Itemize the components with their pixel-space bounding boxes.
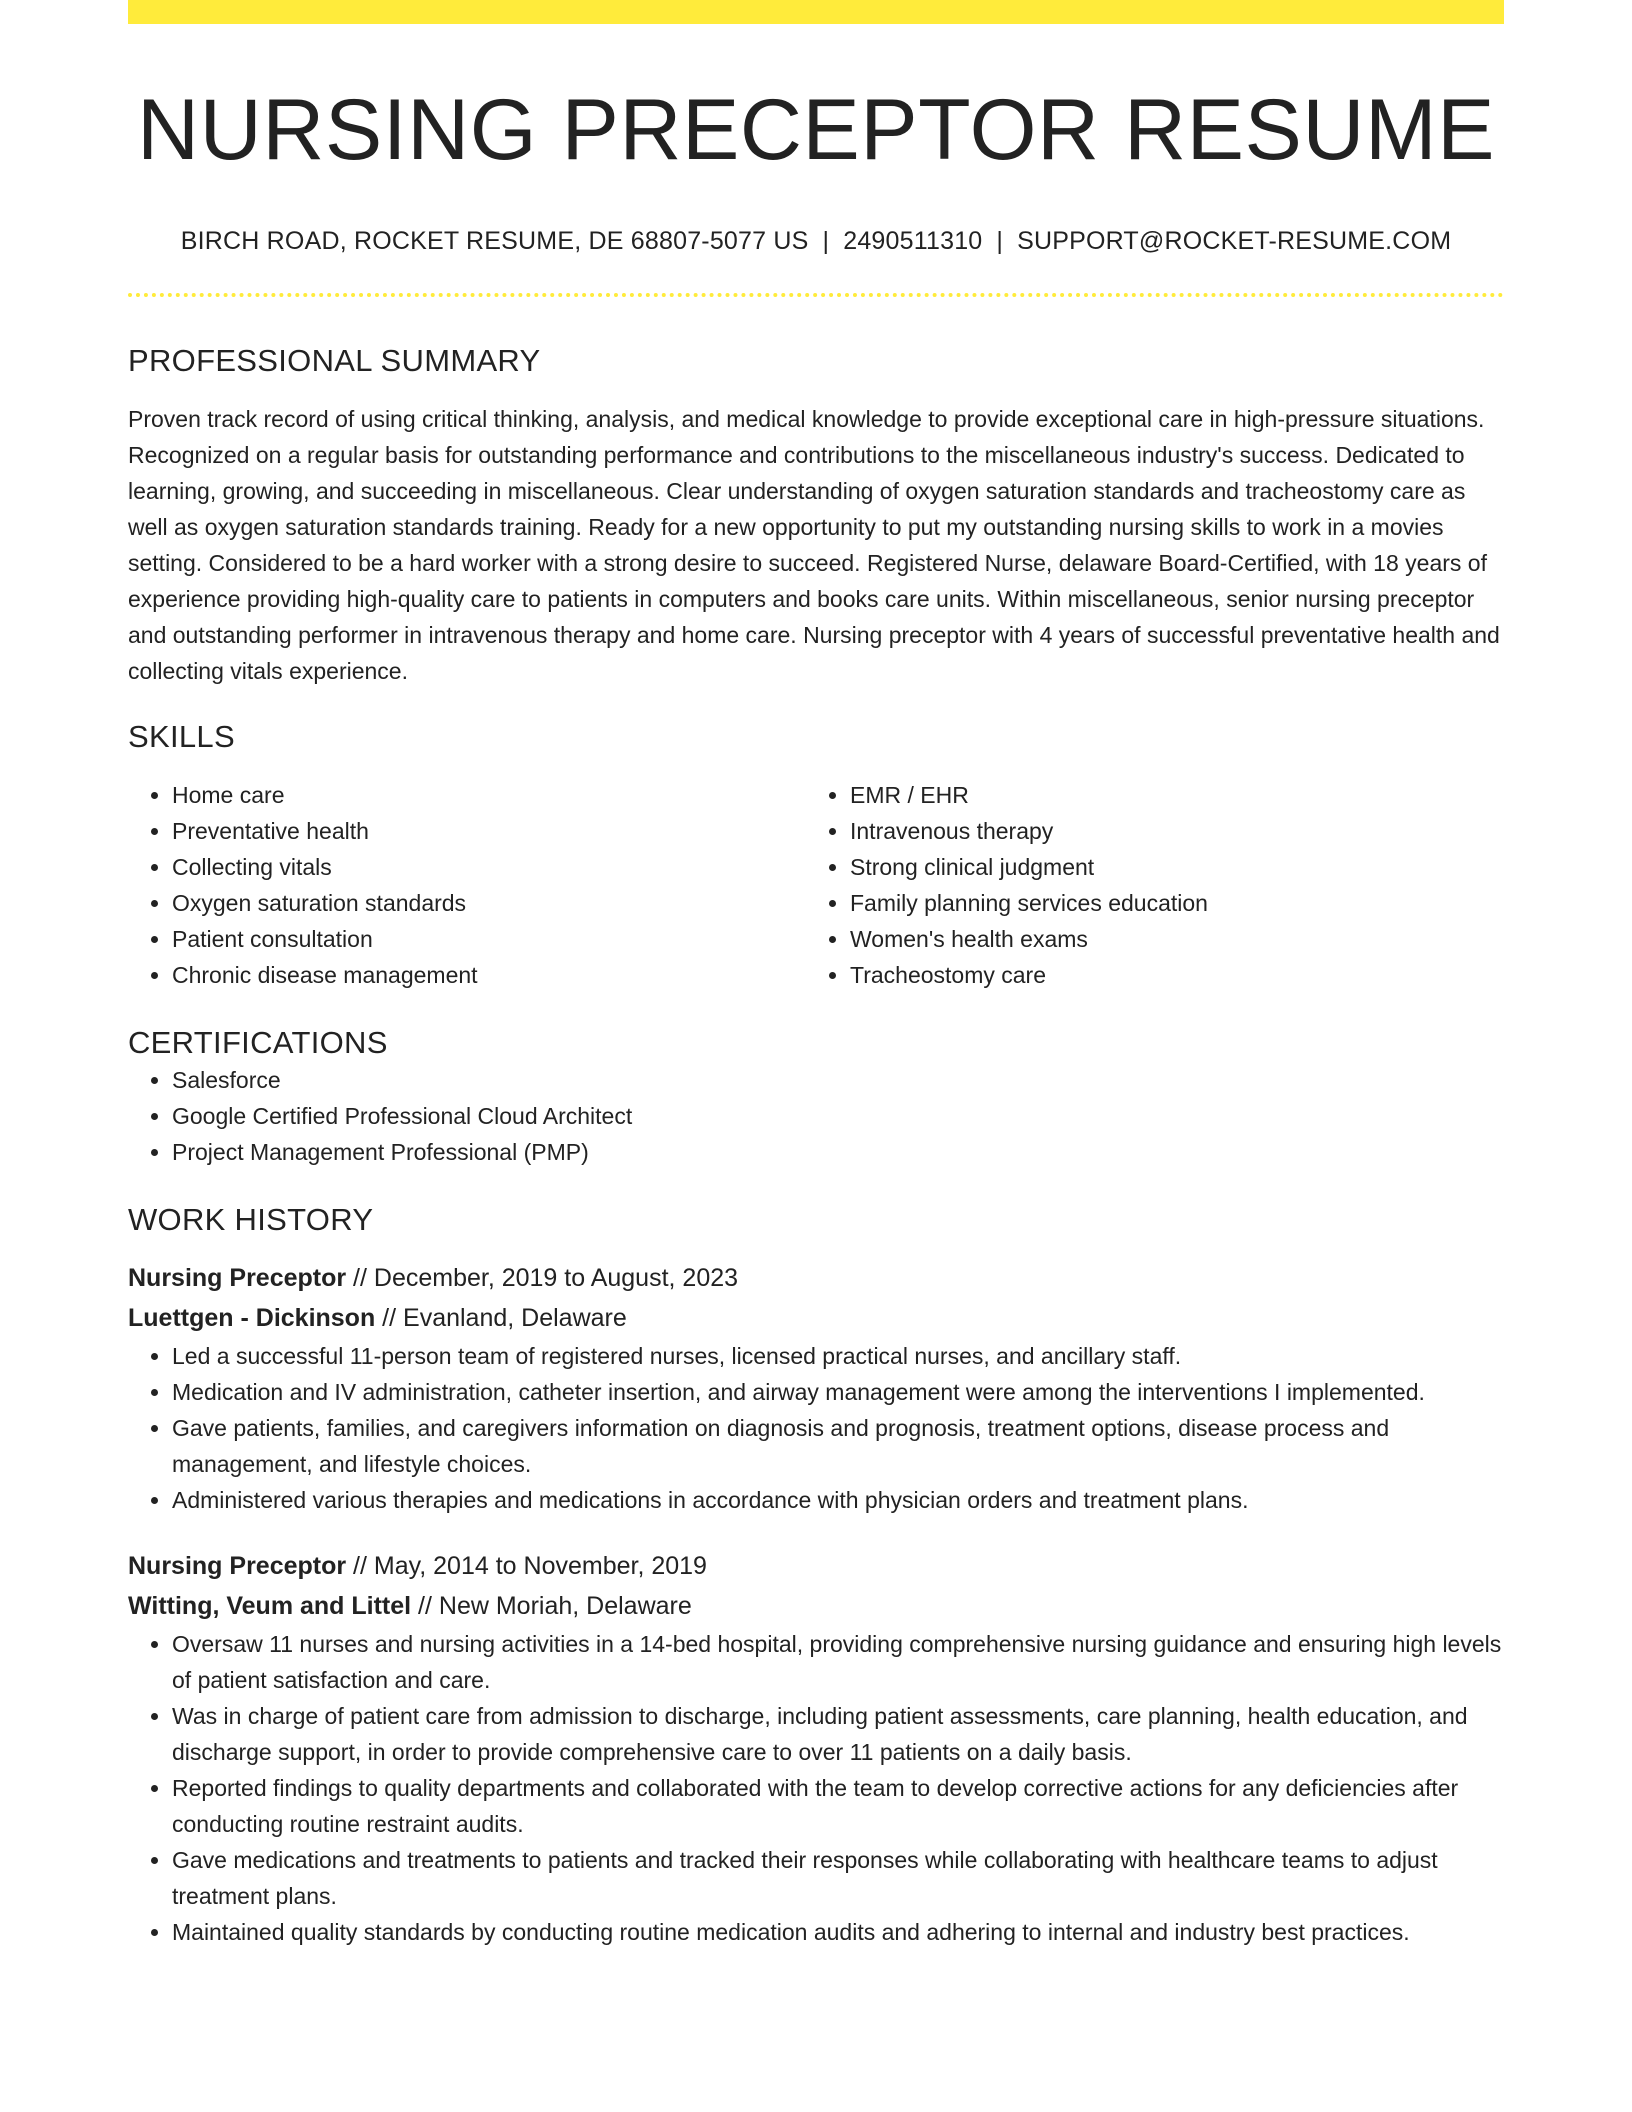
- job-entry: [128, 1546, 1504, 1950]
- skills-column-left: [128, 777, 806, 993]
- job-duty: • Gave medications and treatments to patients and tracked their responses while collaborating with healthcare teams to adjust treatment plans.: [172, 1842, 1504, 1914]
- certifications-list: [128, 1062, 1504, 1170]
- accent-bar: [128, 0, 1504, 24]
- contact-line: [128, 225, 1504, 258]
- email: SUPPORT@ROCKET-RESUME.COM: [1017, 226, 1452, 255]
- job-role-line: [128, 1546, 1504, 1586]
- skill-item: • Collecting vitals: [172, 849, 806, 885]
- address: BIRCH ROAD, ROCKET RESUME, DE 68807-5077 US: [180, 226, 809, 255]
- job-company-line: [128, 1298, 1504, 1338]
- skills-grid: [128, 777, 1504, 993]
- job-duty: • Maintained quality standards by conducting routine medication audits and adhering to internal and industry best practices.: [172, 1914, 1504, 1950]
- job-duty: • Oversaw 11 nurses and nursing activities in a 14-bed hospital, providing comprehensive nursing guidance and ensuring high levels of patient satisfaction and care.: [172, 1626, 1504, 1698]
- job-company-line: [128, 1586, 1504, 1626]
- job-duties-list: [128, 1338, 1504, 1518]
- resume-page: [128, 0, 1504, 1950]
- skill-item: • Chronic disease management: [172, 957, 806, 993]
- certifications-heading: CERTIFICATIONS: [128, 1025, 388, 1061]
- job-role-line: [128, 1258, 1504, 1298]
- skills-list-left: [128, 777, 806, 993]
- dotted-divider: [128, 293, 1504, 297]
- job-company: Luettgen - Dickinson: [128, 1303, 376, 1332]
- skill-item: • Family planning services education: [850, 885, 1484, 921]
- job-entry: [128, 1258, 1504, 1518]
- skill-item: • Tracheostomy care: [850, 957, 1484, 993]
- job-duty: • Administered various therapies and medications in accordance with physician orders and treatment plans.: [172, 1482, 1504, 1518]
- skill-item: • Strong clinical judgment: [850, 849, 1484, 885]
- separator: |: [822, 226, 830, 255]
- skill-item: • Intravenous therapy: [850, 813, 1484, 849]
- job-role: Nursing Preceptor: [128, 1551, 347, 1580]
- job-location: // New Moriah, Delaware: [411, 1591, 692, 1620]
- skill-item: • Home care: [172, 777, 806, 813]
- job-duty: • Was in charge of patient care from admission to discharge, including patient assessments, care planning, health education, and discharge support, in order to provide comprehensive care to over 11 patients on a daily basis.: [172, 1698, 1504, 1770]
- certification-item: • Google Certified Professional Cloud Architect: [172, 1098, 1504, 1134]
- summary-heading: PROFESSIONAL SUMMARY: [128, 343, 541, 379]
- job-role: Nursing Preceptor: [128, 1263, 347, 1292]
- skills-column-right: [806, 777, 1484, 993]
- skill-item: • Patient consultation: [172, 921, 806, 957]
- skill-item: • Women's health exams: [850, 921, 1484, 957]
- certification-item: • Project Management Professional (PMP): [172, 1134, 1504, 1170]
- job-duty: • Medication and IV administration, catheter insertion, and airway management were among the interventions I implemented.: [172, 1374, 1504, 1410]
- job-company: Witting, Veum and Littel: [128, 1591, 412, 1620]
- skill-item: • Oxygen saturation standards: [172, 885, 806, 921]
- job-dates: // May, 2014 to November, 2019: [346, 1551, 707, 1580]
- skill-item: • EMR / EHR: [850, 777, 1484, 813]
- phone: 2490511310: [843, 226, 983, 255]
- job-duty: • Gave patients, families, and caregivers information on diagnosis and prognosis, treatment options, disease process and management, and lifestyle choices.: [172, 1410, 1504, 1482]
- skills-list-right: [806, 777, 1484, 993]
- skill-item: • Preventative health: [172, 813, 806, 849]
- certification-item: • Salesforce: [172, 1062, 1504, 1098]
- job-location: // Evanland, Delaware: [375, 1303, 627, 1332]
- work-history-heading: WORK HISTORY: [128, 1201, 374, 1237]
- job-duty: • Led a successful 11-person team of registered nurses, licensed practical nurses, and ancillary staff.: [172, 1338, 1504, 1374]
- separator: |: [996, 226, 1004, 255]
- resume-title: NURSING PRECEPTOR RESUME: [137, 82, 1495, 178]
- job-dates: // December, 2019 to August, 2023: [346, 1263, 739, 1292]
- summary-text: Proven track record of using critical thinking, analysis, and medical knowledge to provide exceptional care in high-pressure situations. Recognized on a regular basis for outstanding performance and contributions to the miscellaneous industry's success. Dedicated to learning, growing, and succeeding in miscellaneous. Clear understanding of oxygen saturation standards and tracheostomy care as well as oxygen saturation standards training. Ready for a new opportunity to put my outstanding nursing skills to work in a movies setting. Considered to be a hard worker with a strong desire to succeed. Registered Nurse, delaware Board-Certified, with 18 years of experience providing high-quality care to patients in computers and books care units. Within miscellaneous, senior nursing preceptor and outstanding performer in intravenous therapy and home care. Nursing preceptor with 4 years of successful preventative health and collecting vitals experience.: [128, 406, 1500, 685]
- job-duties-list: [128, 1626, 1504, 1950]
- skills-heading: SKILLS: [128, 719, 235, 755]
- job-duty: • Reported findings to quality departments and collaborated with the team to develop corrective actions for any deficiencies after conducting routine restraint audits.: [172, 1770, 1504, 1842]
